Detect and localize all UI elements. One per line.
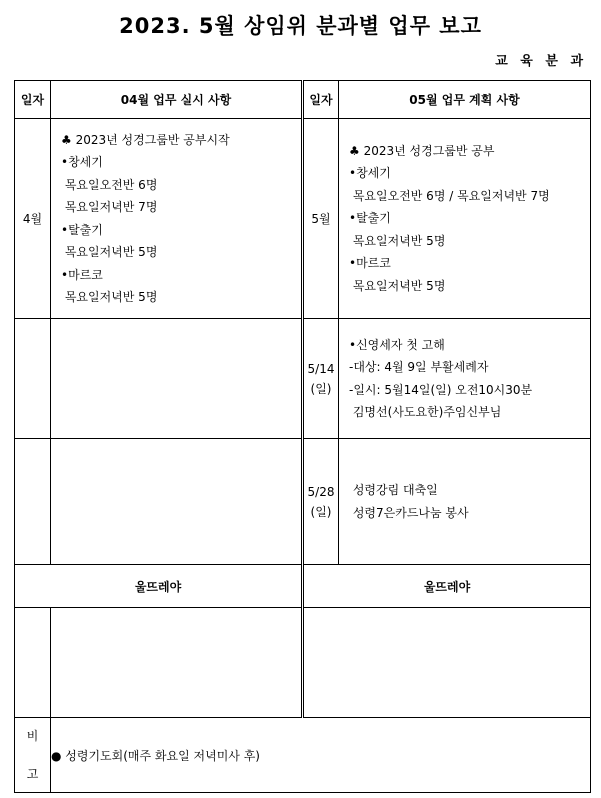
table-row: [15, 119, 591, 319]
note-label: [15, 718, 51, 793]
content-line: 목요일저녁반 5명: [61, 290, 158, 304]
content-line: 목요일오전반 6명 / 목요일저녁반 7명: [349, 188, 550, 203]
row2-left-date: [15, 319, 51, 439]
content-line: ♣ 2023년 성경그룹반 공부시작: [61, 132, 230, 147]
content-line: 목요일저녁반 5명: [61, 245, 158, 259]
row3-left-date: [15, 439, 51, 565]
header-may: 05월 업무 계획 사항: [339, 81, 591, 119]
row3-right-content: [339, 439, 591, 565]
content-line: 목요일저녁반 5명: [349, 278, 446, 293]
content-line: •탈출기: [61, 222, 103, 237]
row3-right-date: 5/28 (일): [303, 439, 339, 565]
content-line: 목요일오전반 6명: [61, 177, 158, 192]
row1-left-lines: [51, 123, 301, 315]
content-line: 목요일저녁반 7명: [61, 200, 158, 214]
content-line: 성령강림 대축일: [349, 483, 438, 497]
department-label: 교 육 분 과: [495, 54, 587, 69]
content-line: •창세기: [349, 166, 391, 181]
row2-left-content: [51, 319, 303, 439]
content-line: •신영세자 첫 고해: [349, 337, 445, 352]
note-label-top: 비: [26, 729, 39, 743]
header-april: 04월 업무 실시 사항: [51, 81, 303, 119]
row1-left-date: 4월: [15, 119, 51, 319]
content-line: 성령7은카드나눔 봉사: [349, 505, 469, 520]
empty-date-left: [15, 608, 51, 718]
row1-right-date: 5월: [303, 119, 339, 319]
report-table: [14, 80, 591, 793]
header-date-left: 일자: [15, 81, 51, 119]
content-line: •탈출기: [349, 211, 391, 226]
content-line: 목요일저녁반 5명: [349, 233, 446, 248]
table-row: [15, 319, 591, 439]
note-label-bottom: 고: [26, 767, 39, 781]
header-date-right: 일자: [303, 81, 339, 119]
content-line: •창세기: [61, 155, 103, 169]
row3-left-content: [51, 439, 303, 565]
row2-right-lines: [339, 328, 590, 430]
note-text: ● 성령기도회(매주 화요일 저녁미사 후): [51, 718, 591, 793]
content-line: •마르코: [349, 256, 391, 271]
row1-right-lines: [339, 134, 590, 304]
row2-right-content: [339, 319, 591, 439]
content-line: 김명선(사도요한)주임신부님: [349, 405, 502, 419]
content-line: -대상: 4월 9일 부활세례자: [349, 360, 489, 374]
page-title: 2023. 5월 상임위 분과별 업무 보고: [119, 14, 482, 38]
row1-right-content: [339, 119, 591, 319]
note-label-spacer: [15, 745, 50, 765]
section-row: [15, 565, 591, 608]
row3-right-lines: [339, 473, 590, 530]
table-row: [15, 608, 591, 718]
header-row: [15, 81, 591, 119]
content-line: ♣ 2023년 성경그룹반 공부: [349, 143, 495, 158]
content-line: -일시: 5월14일(일) 오전10시30분: [349, 382, 533, 397]
row1-left-content: [51, 119, 303, 319]
empty-content-right: [303, 608, 591, 718]
row2-right-date: 5/14 (일): [303, 319, 339, 439]
notes-row: [15, 718, 591, 793]
section-left-title: 울뜨레야: [15, 565, 303, 608]
section-right-title: 울뜨레야: [303, 565, 591, 608]
empty-content-left: [51, 608, 303, 718]
content-line: •마르코: [61, 267, 103, 282]
table-row: [15, 439, 591, 565]
